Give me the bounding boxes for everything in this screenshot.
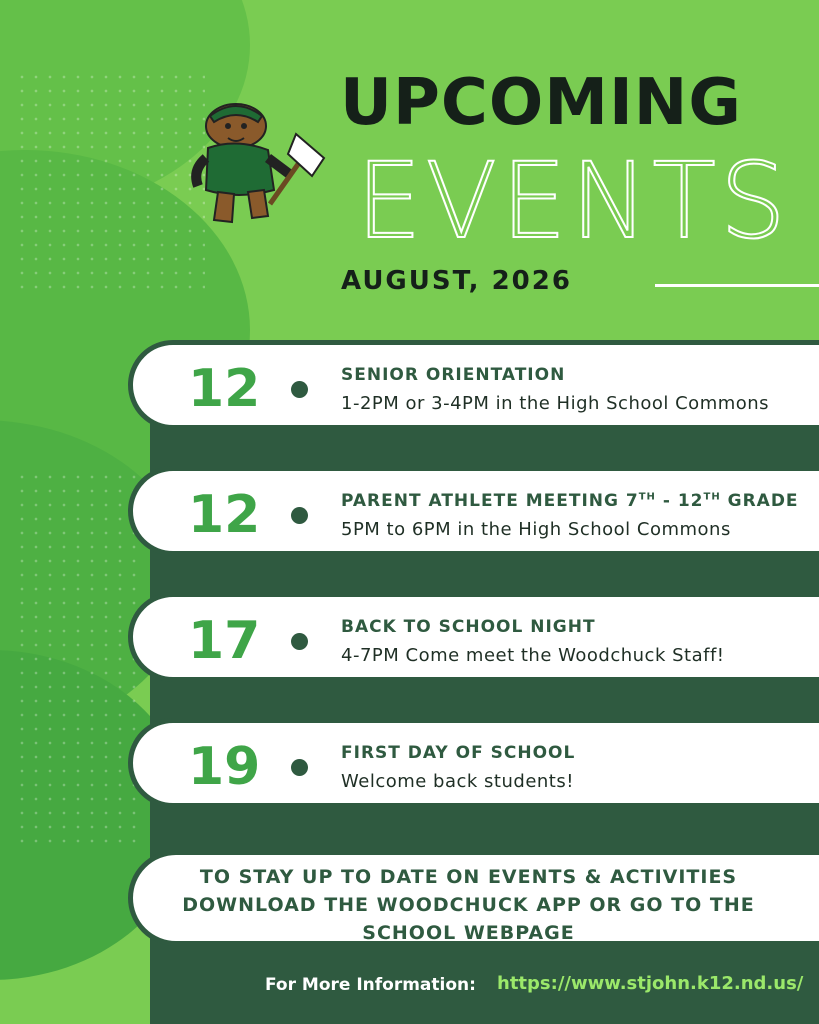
call-to-action-card	[128, 850, 819, 946]
cta-line: DOWNLOAD THE WOODCHUCK APP OR GO TO THE	[182, 894, 755, 916]
ordinal-suffix: TH	[703, 491, 721, 503]
event-title-part: PARENT ATHLETE MEETING 7	[341, 491, 639, 511]
divider-line	[655, 284, 819, 287]
ordinal-suffix: TH	[638, 491, 656, 503]
event-description: Welcome back students!	[341, 771, 574, 792]
school-website-link[interactable]: https://www.stjohn.k12.nd.us/	[497, 973, 804, 994]
dot-pattern	[15, 70, 205, 290]
bullet-dot-icon	[291, 381, 308, 398]
event-title: FIRST DAY OF SCHOOL	[341, 743, 576, 763]
event-card	[128, 718, 819, 808]
title-upcoming: UPCOMING	[340, 66, 742, 140]
cta-line: SCHOOL WEBPAGE	[362, 922, 575, 944]
event-day: 12	[188, 359, 261, 419]
call-to-action-text	[173, 863, 764, 947]
bullet-dot-icon	[291, 759, 308, 776]
event-description: 4-7PM Come meet the Woodchuck Staff!	[341, 645, 725, 666]
event-day: 17	[188, 611, 261, 671]
event-description: 5PM to 6PM in the High School Commons	[341, 519, 731, 540]
event-title: BACK TO SCHOOL NIGHT	[341, 617, 596, 637]
cta-line: TO STAY UP TO DATE ON EVENTS & ACTIVITIES	[199, 866, 738, 888]
event-day: 19	[188, 737, 261, 797]
bullet-dot-icon	[291, 633, 308, 650]
event-card	[128, 340, 819, 430]
title-events: EVENTS	[356, 140, 790, 262]
bullet-dot-icon	[291, 507, 308, 524]
woodchuck-mascot-icon	[188, 98, 333, 233]
month-label: AUGUST, 2026	[341, 266, 572, 296]
event-title-part: - 12	[655, 491, 704, 511]
more-info-label: For More Information:	[265, 975, 476, 995]
event-title-part: GRADE	[720, 491, 799, 511]
event-card	[128, 592, 819, 682]
event-description: 1-2PM or 3-4PM in the High School Commons	[341, 393, 770, 414]
event-day: 12	[188, 485, 261, 545]
event-title: SENIOR ORIENTATION	[341, 365, 566, 385]
dot-pattern	[15, 470, 145, 850]
event-title	[341, 491, 799, 511]
event-card	[128, 466, 819, 556]
